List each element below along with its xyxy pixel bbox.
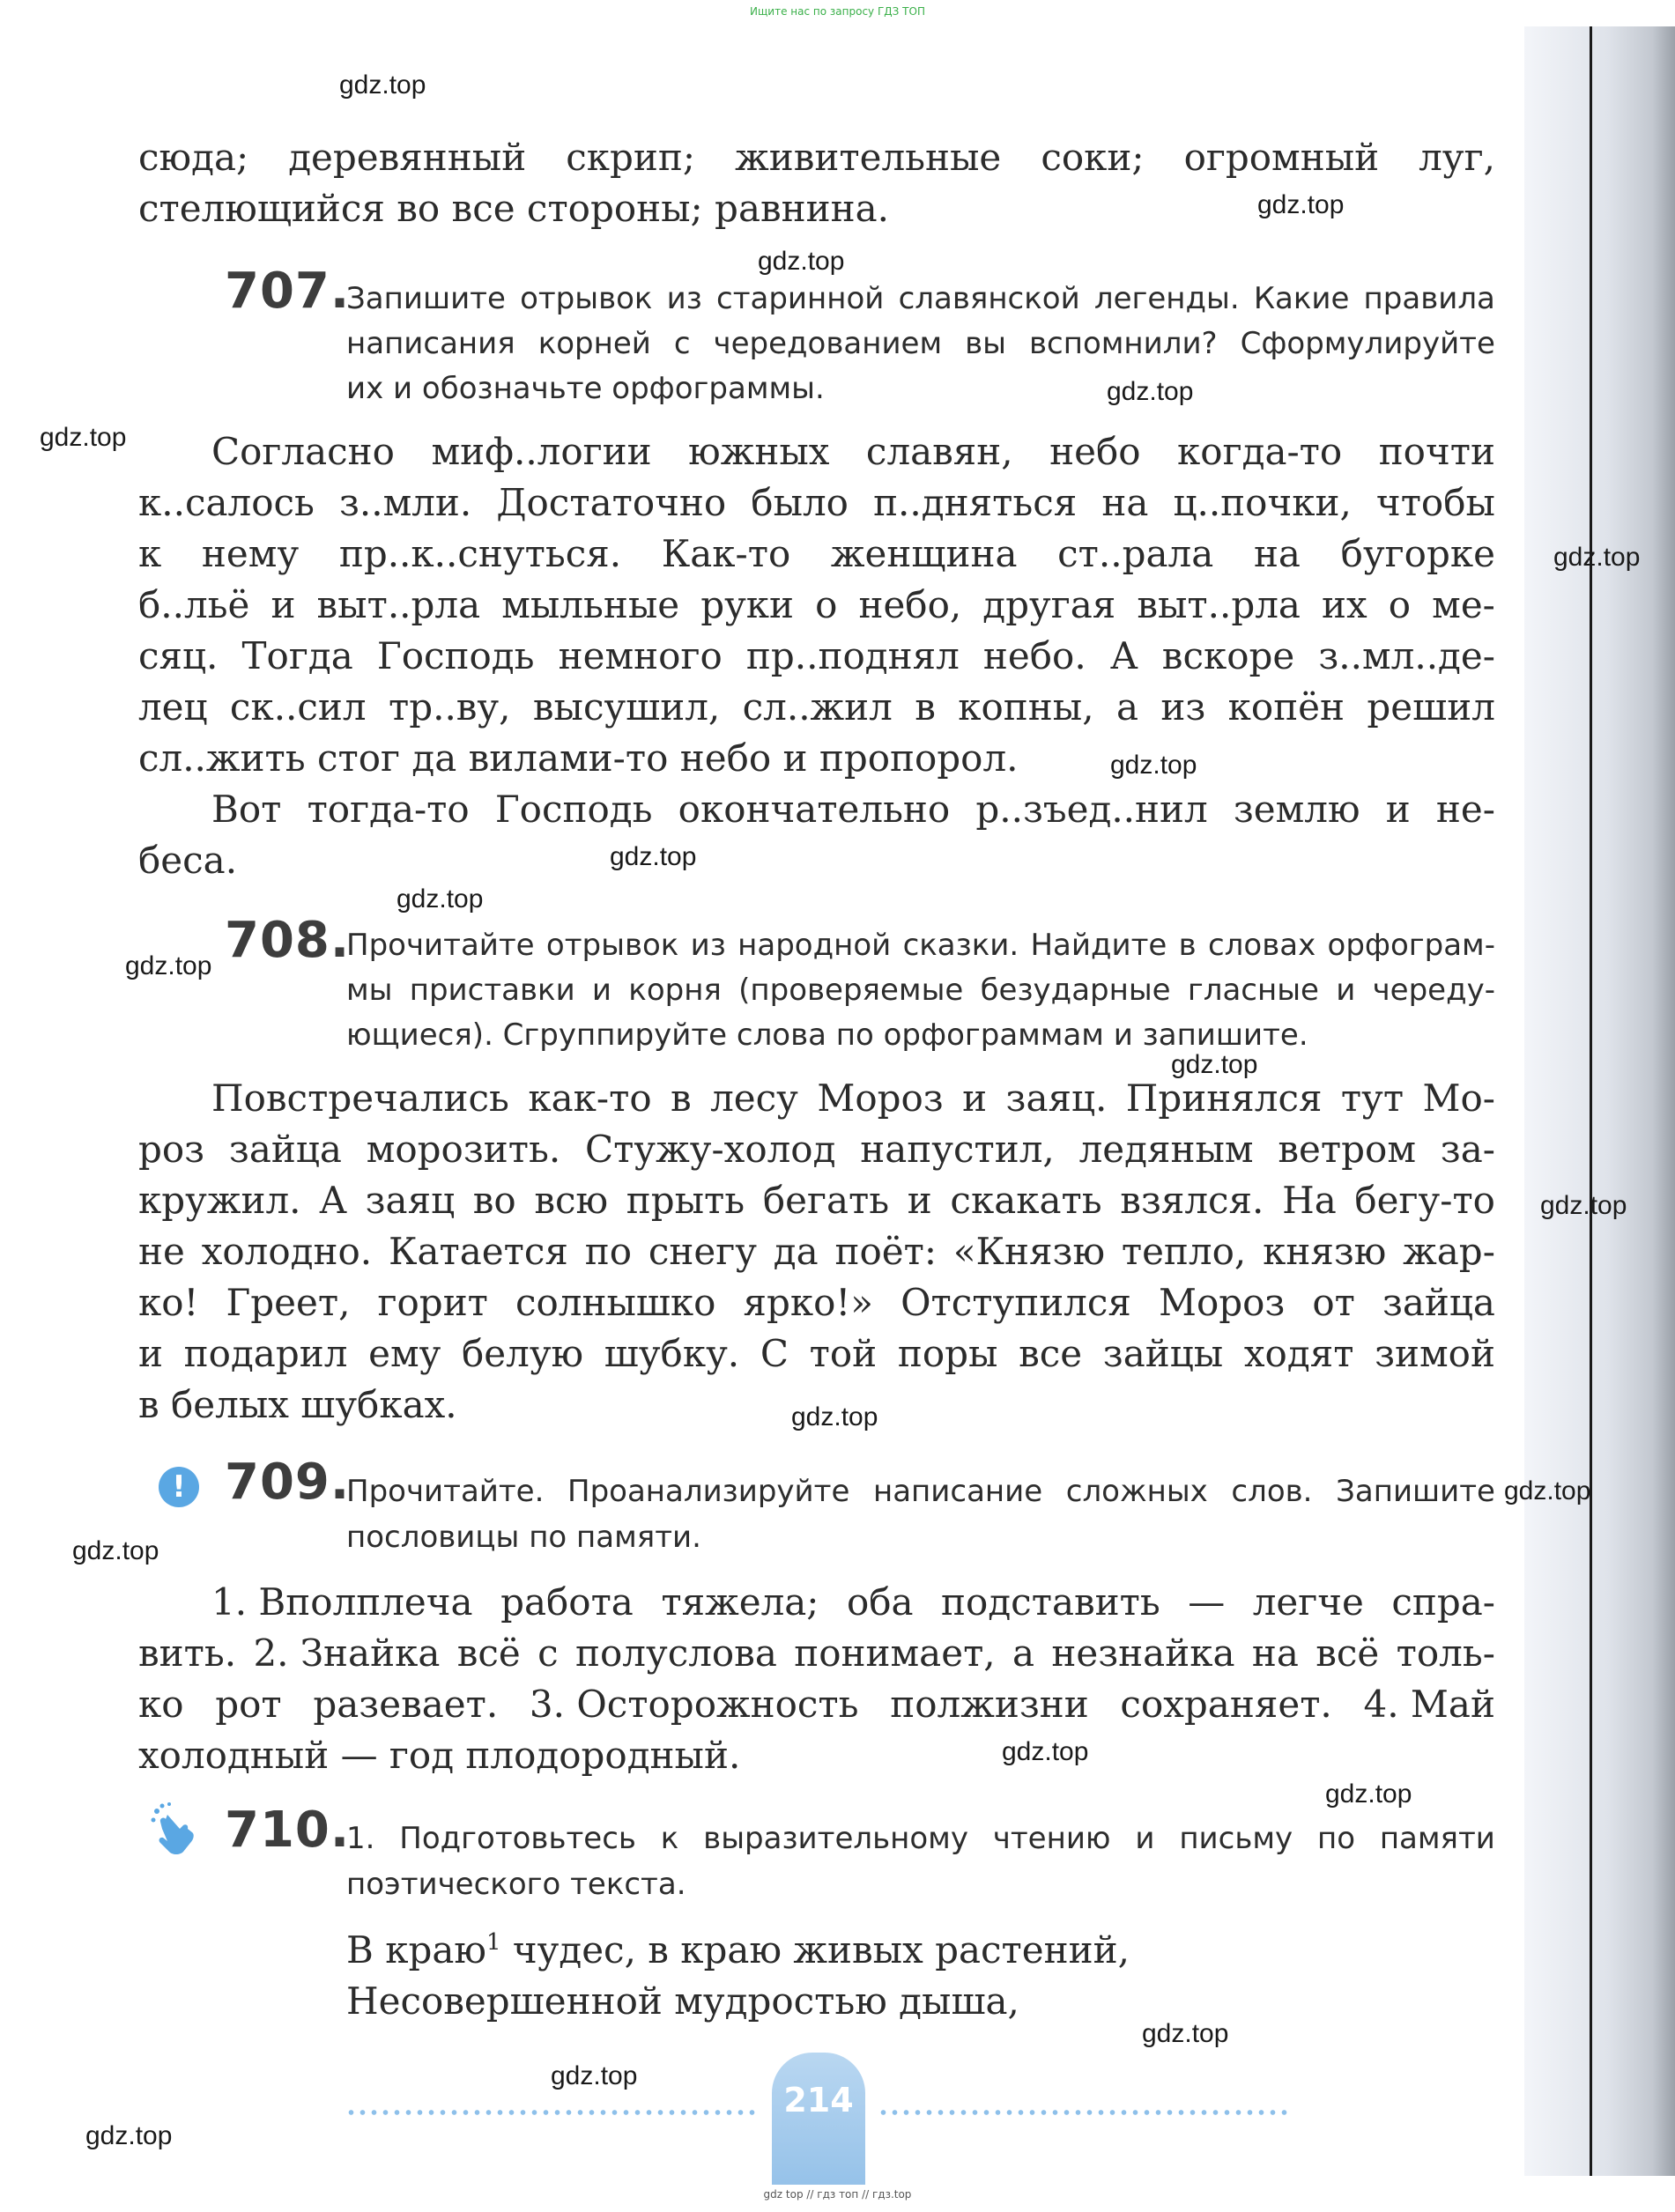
watermark: gdz.top [1553, 543, 1641, 572]
word: полуслова [575, 1631, 777, 1675]
word: з..мл..де- [1318, 634, 1495, 677]
word: снегу [648, 1230, 757, 1273]
word: выт..рла [1137, 583, 1301, 626]
word: полжизни [890, 1683, 1089, 1726]
word: незнайка [1051, 1631, 1235, 1675]
word: Стужу-холод [585, 1128, 836, 1171]
word: сл..жил [742, 685, 893, 729]
word: ходят [1243, 1332, 1354, 1375]
word: и [591, 973, 612, 1008]
watermark: gdz.top [397, 884, 484, 914]
word: Мороз [817, 1076, 944, 1120]
word: от [1312, 1281, 1355, 1324]
word: ск..сил [229, 685, 367, 729]
word: А [1109, 634, 1138, 677]
word: чередованием [713, 326, 943, 361]
word: к [138, 532, 162, 575]
watermark: gdz.top [85, 2121, 173, 2150]
word: деревянный [288, 136, 527, 179]
word: приставки [409, 973, 575, 1008]
ex708-text-line-5 [138, 1277, 1495, 1328]
page-number: 214 [783, 2081, 854, 2120]
word: разевает. [313, 1683, 499, 1726]
word: как-то [528, 1076, 652, 1120]
word: когда-то [1177, 430, 1343, 473]
poem-line-2: Несовершенной мудростью дыша, [346, 1979, 1019, 2023]
ex709-task-line-2: пословицы по памяти. [346, 1520, 701, 1555]
exclamation-icon: ! [159, 1467, 199, 1507]
watermark: gdz.top [125, 951, 212, 980]
word: Какие [1253, 281, 1350, 316]
ex707-text-line-4 [138, 580, 1495, 631]
top-banner: Ищите нас по запросу ГДЗ ТОП [750, 5, 925, 18]
watermark: gdz.top [1142, 2019, 1229, 2048]
word: подарил [183, 1332, 348, 1375]
word: прыть [626, 1179, 745, 1222]
word: зайцы [1102, 1332, 1224, 1375]
ex708-task-line-1 [346, 923, 1495, 968]
word: из [690, 928, 726, 963]
watermark: gdz.top [1171, 1050, 1258, 1079]
word: с [537, 1631, 559, 1675]
word: и [1336, 973, 1356, 1008]
word: зайца [228, 1128, 342, 1171]
poem-line-1-start: В краю [346, 1928, 486, 1972]
ex709-text-line-2 [138, 1628, 1495, 1679]
word: ко [138, 1683, 184, 1726]
word: копны, [958, 685, 1094, 729]
word: 3. Осторожность [529, 1683, 859, 1726]
word: было [751, 481, 849, 524]
watermark: gdz.top [1002, 1737, 1089, 1766]
word: женщина [830, 532, 1018, 575]
word: роз [138, 1128, 205, 1171]
ex709-text-line-1 [211, 1577, 1495, 1628]
word: слов. [1231, 1474, 1313, 1509]
word: а [1012, 1631, 1035, 1675]
word: р..зъед..нил [975, 788, 1208, 831]
word: словах [1207, 928, 1316, 963]
word: Отступился [900, 1281, 1131, 1324]
watermark: gdz.top [1257, 190, 1345, 219]
word: толь- [1396, 1631, 1495, 1675]
word: Проанализируйте [567, 1474, 850, 1509]
word: белую [462, 1332, 584, 1375]
word: корня [628, 973, 722, 1008]
watermark: gdz.top [339, 70, 426, 100]
watermark: gdz.top [1540, 1191, 1627, 1220]
word: южных [688, 430, 830, 473]
word: Греет, [226, 1281, 351, 1324]
word: подставить [941, 1580, 1160, 1624]
word: легенды. [1093, 281, 1240, 316]
word: из [1160, 685, 1206, 729]
word: написания [346, 326, 515, 361]
word: копён [1227, 685, 1345, 729]
exercise-708-number: 708. [225, 912, 351, 969]
word: их [1322, 583, 1367, 626]
word: той [809, 1332, 878, 1375]
pointing-hand-icon [148, 1802, 203, 1857]
word: соки; [1041, 136, 1145, 179]
word: тепло, [1121, 1230, 1247, 1273]
word: 2. Знайка [253, 1631, 441, 1675]
word: к..салось [138, 481, 315, 524]
word: лесу [710, 1076, 798, 1120]
footer-dots-right [878, 2110, 1290, 2115]
word: (проверяемые [738, 973, 964, 1008]
word: не [138, 1230, 185, 1273]
word: и [907, 1179, 932, 1222]
word: заяц [365, 1179, 456, 1222]
exercise-707-number: 707. [225, 263, 351, 320]
ex709-text-line-4: холодный — год плодородный. [138, 1734, 741, 1777]
ex707-text-line-5 [138, 631, 1495, 682]
ex708-text-line-7: в белых шубках. [138, 1383, 457, 1426]
word: на [1253, 532, 1301, 575]
word: немного [558, 634, 723, 677]
word: князю [1263, 1230, 1387, 1273]
word: Господь [494, 788, 653, 831]
word: вы [965, 326, 1006, 361]
word: А [319, 1179, 347, 1222]
word: написание [872, 1474, 1043, 1509]
word: пр..к..снуться. [338, 532, 622, 575]
ex707-text-line-8 [211, 784, 1495, 835]
word: чтению [992, 1821, 1111, 1856]
word: б..льё [138, 583, 250, 626]
word: высушил, [532, 685, 721, 729]
word: небо, [858, 583, 962, 626]
word: ст..рала [1057, 532, 1214, 575]
word: Согласно [211, 430, 395, 473]
word: На [1282, 1179, 1337, 1222]
word: вить. [138, 1631, 237, 1675]
word: 1. Вполплеча [211, 1580, 473, 1624]
word: заяц. [1005, 1076, 1108, 1120]
ex707-text-line-1 [211, 426, 1495, 477]
word: орфограм- [1327, 928, 1495, 963]
word: ветром [1278, 1128, 1416, 1171]
ex707-text-line-2 [138, 477, 1495, 529]
word: тут [1340, 1076, 1404, 1120]
word: по [584, 1230, 632, 1273]
ex707-text-line-7: сл..жить стог да вилами-то небо и пропорол. [138, 736, 1019, 780]
word: Достаточно [496, 481, 727, 524]
word: С [760, 1332, 789, 1375]
word: шубку. [604, 1332, 740, 1375]
word: поёт: [834, 1230, 938, 1273]
word: Прочитайте. [346, 1474, 545, 1509]
word: тяжела; [661, 1580, 819, 1624]
word: поры [897, 1332, 998, 1375]
word: и [962, 1076, 988, 1120]
word: по [1316, 1821, 1355, 1856]
word: за- [1440, 1128, 1495, 1171]
word: чтобы [1375, 481, 1495, 524]
word: Господь [376, 634, 535, 677]
word: вспомнили? [1028, 326, 1218, 361]
word: зайца [1382, 1281, 1495, 1324]
word: всю [534, 1179, 609, 1222]
word: славян, [865, 430, 1013, 473]
word: «Князю [952, 1230, 1106, 1273]
word: легче [1252, 1580, 1364, 1624]
word: небо [1049, 430, 1141, 473]
word: сказки. [902, 928, 1019, 963]
word: ярко!» [743, 1281, 874, 1324]
exercise-709-number: 709. [225, 1454, 351, 1511]
word: ему [368, 1332, 441, 1375]
word: славянской [898, 281, 1080, 316]
word: отрывок [545, 928, 679, 963]
word: всё [456, 1631, 521, 1675]
ex707-text-line-6 [138, 682, 1495, 733]
word: сохраняет. [1120, 1683, 1332, 1726]
word: жар- [1403, 1230, 1495, 1273]
word: лец [138, 685, 208, 729]
word: бегать [762, 1179, 890, 1222]
footer-dots-left [345, 2110, 758, 2115]
ex707-task-line-2 [346, 322, 1495, 366]
word: ко! [138, 1281, 199, 1324]
word: Как-то [661, 532, 791, 575]
word: напустил, [860, 1128, 1055, 1171]
ex708-text-line-2 [138, 1124, 1495, 1175]
word: понимает, [794, 1631, 996, 1675]
word: скакать [950, 1179, 1102, 1222]
word: всё [1316, 1631, 1380, 1675]
word: с [673, 326, 691, 361]
word: на [1101, 481, 1149, 524]
ex707-task-line-3: их и обозначьте орфограммы. [346, 371, 825, 406]
page-fold-shadow [1524, 26, 1675, 2176]
word: Тогда [241, 634, 353, 677]
word: сюда; [138, 136, 249, 179]
word: в [671, 1076, 692, 1120]
word: памяти [1379, 1821, 1495, 1856]
watermark: gdz.top [791, 1402, 878, 1432]
word: луг, [1419, 136, 1495, 179]
word: Запишите [1336, 1474, 1495, 1509]
word: оба [846, 1580, 914, 1624]
watermark: gdz.top [1504, 1476, 1591, 1505]
word: вскоре [1161, 634, 1295, 677]
watermark: gdz.top [610, 842, 697, 871]
word: Мороз [1158, 1281, 1286, 1324]
watermark: gdz.top [1110, 751, 1197, 780]
word: Повстречались [211, 1076, 509, 1120]
word: миф..логии [431, 430, 652, 473]
word: Катается [388, 1230, 568, 1273]
word: правила [1363, 281, 1495, 316]
bottom-banner: gdz top // гдз топ // гдз.top [763, 2188, 912, 2201]
page-fold-line [1590, 26, 1592, 2176]
word: горит [377, 1281, 488, 1324]
word: п..дняться [873, 481, 1078, 524]
watermark: gdz.top [758, 247, 845, 276]
footnote-marker: 1 [485, 1929, 501, 1956]
word: отрывок [520, 281, 653, 316]
word: выт..рла [316, 583, 481, 626]
word: сложных [1065, 1474, 1208, 1509]
ex709-task-line-1 [346, 1469, 1495, 1514]
word: живительные [735, 136, 1002, 179]
word: а [1115, 685, 1138, 729]
word: во [472, 1179, 516, 1222]
ex708-text-line-1 [211, 1073, 1495, 1124]
watermark: gdz.top [1325, 1779, 1412, 1809]
ex707-text-line-3 [138, 529, 1495, 580]
word: к [660, 1821, 679, 1856]
watermark: gdz.top [1107, 377, 1194, 406]
word: бугорке [1340, 532, 1495, 575]
word: холодно. [201, 1230, 373, 1273]
word: мыльные [501, 583, 680, 626]
word: в [915, 685, 936, 729]
watermark: gdz.top [40, 423, 127, 452]
word: руки [700, 583, 795, 626]
word: гласные [1187, 973, 1319, 1008]
word: работа [500, 1580, 634, 1624]
word: ц..почки, [1173, 481, 1352, 524]
word: землю [1233, 788, 1360, 831]
word: Подготовьтесь [399, 1821, 636, 1856]
word: почти [1378, 430, 1495, 473]
word: огромный [1183, 136, 1380, 179]
word: старинной [716, 281, 885, 316]
word: Принялся [1125, 1076, 1323, 1120]
ex709-text-line-3 [138, 1679, 1495, 1730]
word: другая [982, 583, 1116, 626]
word: решил [1367, 685, 1495, 729]
word: 1. [346, 1821, 375, 1856]
word: безударные [980, 973, 1171, 1008]
word: и [271, 583, 296, 626]
word: скрип; [566, 136, 696, 179]
word: о [1388, 583, 1412, 626]
ex710-task-line-2: поэтического текста. [346, 1867, 686, 1902]
intro-line-2: стелющийся во все стороны; равнина. [138, 187, 889, 230]
word: народной [737, 928, 892, 963]
word: 4. Май [1363, 1683, 1495, 1726]
word: бегу-то [1354, 1179, 1495, 1222]
word: о [815, 583, 838, 626]
watermark: gdz.top [72, 1536, 159, 1565]
word: рот [215, 1683, 282, 1726]
word: тр..ву, [388, 685, 511, 729]
word: и [138, 1332, 163, 1375]
word: ледяным [1078, 1128, 1254, 1171]
word: сяц. [138, 634, 219, 677]
poem-line-1-rest: чудес, в краю живых растений, [500, 1928, 1130, 1972]
word: Вот [211, 788, 282, 831]
word: череду- [1372, 973, 1495, 1008]
word: на [1251, 1631, 1299, 1675]
word: взялся. [1120, 1179, 1264, 1222]
ex707-text-line-9: беса. [138, 839, 238, 882]
intro-line-1 [138, 132, 1495, 183]
ex708-text-line-3 [138, 1175, 1495, 1226]
word: Сформулируйте [1240, 326, 1495, 361]
exercise-710-number: 710. [225, 1801, 351, 1859]
word: в [1178, 928, 1197, 963]
ex708-task-line-2 [346, 968, 1495, 1013]
ex708-task-line-3: ющиеся). Сгруппируйте слова по орфограммам и запишите. [346, 1017, 1308, 1053]
word: небо. [982, 634, 1086, 677]
word: нему [201, 532, 300, 575]
ex710-task-line-1 [346, 1816, 1495, 1861]
word: кружил. [138, 1179, 301, 1222]
word: з..мли. [338, 481, 472, 524]
word: Мо- [1422, 1076, 1495, 1120]
word: зимой [1375, 1332, 1495, 1375]
word: и [1385, 788, 1411, 831]
word: корней [537, 326, 651, 361]
word: тогда-то [307, 788, 470, 831]
word: из [666, 281, 702, 316]
word: выразительному [703, 1821, 968, 1856]
word: спра- [1391, 1580, 1495, 1624]
word: пр..поднял [745, 634, 960, 677]
word: — [1188, 1580, 1226, 1624]
poem-line-1 [346, 1925, 1130, 1976]
word: окончательно [678, 788, 951, 831]
word: Найдите [1030, 928, 1167, 963]
ex708-text-line-6 [138, 1328, 1495, 1380]
word: солнышко [515, 1281, 716, 1324]
word: Прочитайте [346, 928, 535, 963]
word: не- [1435, 788, 1495, 831]
word: и [1135, 1821, 1155, 1856]
word: да [773, 1230, 819, 1273]
word: Запишите [346, 281, 506, 316]
word: морозить. [366, 1128, 561, 1171]
word: все [1019, 1332, 1083, 1375]
word: письму [1179, 1821, 1293, 1856]
word: мы [346, 973, 393, 1008]
watermark: gdz.top [551, 2061, 638, 2090]
ex707-task-line-1 [346, 277, 1495, 322]
word: ме- [1432, 583, 1495, 626]
ex708-text-line-4 [138, 1226, 1495, 1277]
